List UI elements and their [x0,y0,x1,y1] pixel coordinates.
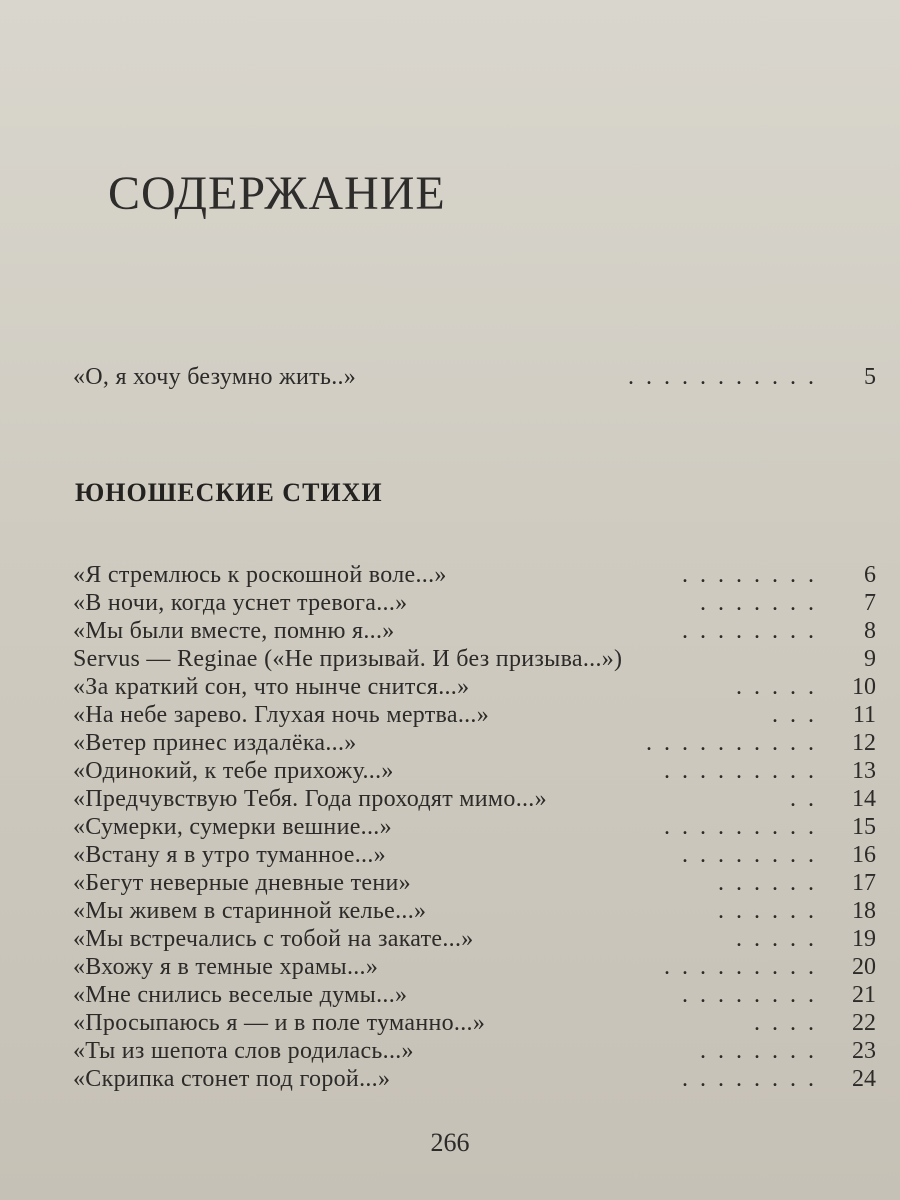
entry-page-number: 5 [864,364,876,390]
dot-leader: ........ [682,842,826,868]
entry-page-number: 8 [864,618,876,644]
entry-title: «В ночи, когда уснет тревога...» [73,590,408,616]
section-title: ЮНОШЕСКИЕ СТИХИ [75,478,383,507]
dot-leader: ........ [682,1066,826,1092]
dot-leader: ......... [664,814,826,840]
dot-leader: ......... [664,758,826,784]
entry-page-number: 22 [852,1010,876,1036]
entry-title: «За краткий сон, что нынче снится...» [73,674,470,700]
dot-leader: ........ [682,618,826,644]
entry-title: Servus — Reginae («Не призывай. И без призыва...») [73,646,623,672]
dot-leader: .......... [646,730,826,756]
entry-page-number: 15 [852,814,876,840]
dot-leader: .... [754,1010,826,1036]
toc-entry [0,645,900,673]
dot-leader: ...... [718,898,826,924]
dot-leader: ...... [718,870,826,896]
entry-title: «Предчувствую Тебя. Года проходят мимо...» [73,786,547,812]
toc-entry [0,729,900,757]
dot-leader: ....... [700,1038,826,1064]
intro-entry [0,360,900,394]
toc-entry [0,673,900,701]
entry-title: «Мне снились веселые думы...» [73,982,408,1008]
entry-title: «Ты из шепота слов родилась...» [73,1038,414,1064]
entry-title: «Сумерки, сумерки вешние...» [73,814,392,840]
entry-title: «Одинокий, к тебе прихожу...» [73,758,394,784]
toc-entry [0,701,900,729]
entry-page-number: 12 [852,730,876,756]
toc-list [0,561,900,1093]
contents-title: СОДЕРЖАНИЕ [108,167,446,220]
toc-entry [0,589,900,617]
dot-leader: ........... [628,364,826,390]
toc-entry [0,757,900,785]
toc-entry [0,561,900,589]
entry-title: «Ветер принес издалёка...» [73,730,357,756]
toc-entry [0,1037,900,1065]
dot-leader: ........ [682,562,826,588]
dot-leader: ..... [736,674,826,700]
toc-entry [0,953,900,981]
entry-page-number: 11 [852,702,876,728]
entry-title: «Мы встречались с тобой на закате...» [73,926,474,952]
dot-leader: ......... [664,954,826,980]
entry-page-number: 7 [864,590,876,616]
entry-title: «Я стремлюсь к роскошной воле...» [73,562,447,588]
entry-page-number: 17 [852,870,876,896]
toc-entry [0,1009,900,1037]
toc-entry [0,869,900,897]
entry-page-number: 19 [852,926,876,952]
dot-leader: ........ [682,982,826,1008]
entry-title: «Встану я в утро туманное...» [73,842,386,868]
dot-leader: .. [790,786,826,812]
entry-title: «О, я хочу безумно жить..» [73,364,357,390]
entry-page-number: 24 [852,1066,876,1092]
entry-page-number: 6 [864,562,876,588]
dot-leader: ... [772,702,826,728]
entry-page-number: 14 [852,786,876,812]
toc-entry [0,925,900,953]
entry-page-number: 13 [852,758,876,784]
dot-leader: ..... [736,926,826,952]
toc-entry [0,813,900,841]
entry-page-number: 9 [864,646,876,672]
entry-page-number: 10 [852,674,876,700]
toc-entry [0,785,900,813]
entry-title: «На небе зарево. Глухая ночь мертва...» [73,702,490,728]
entry-page-number: 18 [852,898,876,924]
entry-page-number: 21 [852,982,876,1008]
entry-title: «Просыпаюсь я — и в поле туманно...» [73,1010,486,1036]
toc-entry [0,617,900,645]
entry-title: «Мы живем в старинной келье...» [73,898,427,924]
entry-page-number: 23 [852,1038,876,1064]
toc-entry [0,1065,900,1093]
page-number: 266 [430,1128,470,1157]
toc-entry [0,841,900,869]
entry-page-number: 16 [852,842,876,868]
entry-title: «Бегут неверные дневные тени» [73,870,411,896]
toc-entry [0,981,900,1009]
entry-page-number: 20 [852,954,876,980]
entry-title: «Скрипка стонет под горой...» [73,1066,391,1092]
dot-leader: ....... [700,590,826,616]
entry-title: «Мы были вместе, помню я...» [73,618,395,644]
toc-entry [0,897,900,925]
entry-title: «Вхожу я в темные храмы...» [73,954,379,980]
